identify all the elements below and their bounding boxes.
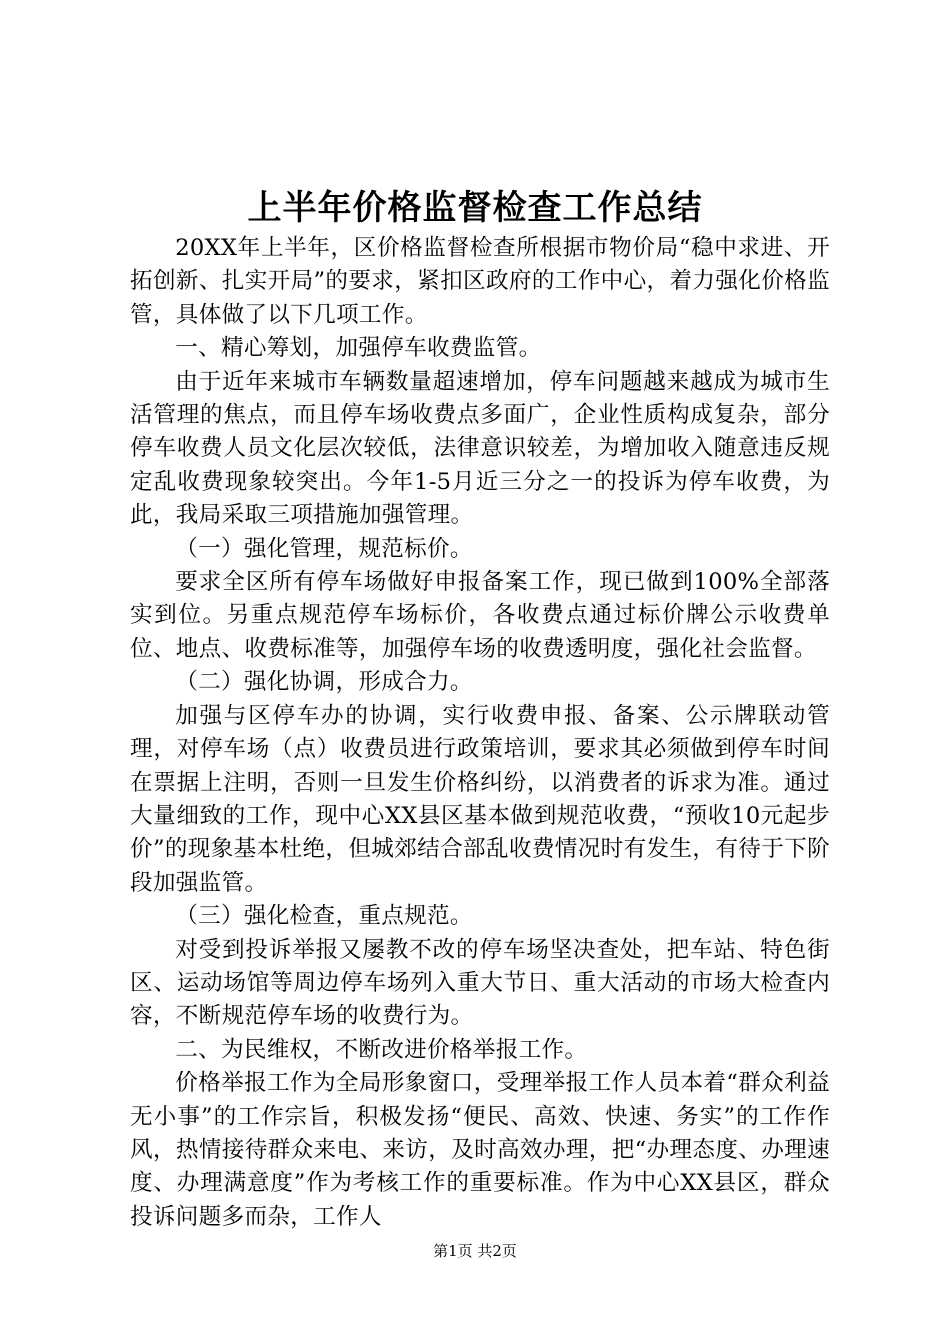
- subsection-heading-2: （二）强化协调，形成合力。: [175, 669, 473, 696]
- page-number-footer: 第1页 共2页: [433, 1242, 517, 1260]
- section-heading-2: 二、为民维权，不断改进价格举报工作。: [175, 1036, 588, 1063]
- subsection-heading-1: （一）强化管理，规范标价。: [175, 535, 473, 562]
- paragraph-inspection: 对受到投诉举报又屡教不改的停车场坚决查处，把车站、特色街区、运动场馆等周边停车场列入重大节日、重大活动的市场大检查内容，不断规范停车场的收费行为。: [130, 936, 830, 1030]
- paragraph-management: 要求全区所有停车场做好申报备案工作，现已做到100%全部落实到位。另重点规范停车场标价，各收费点通过标价牌公示收费单位、地点、收费标准等，加强停车场的收费透明度，强化社会监督。: [130, 569, 830, 662]
- paragraph-intro: 20XX年上半年，区价格监督检查所根据市物价局“稳中求进、开拓创新、扎实开局”的要求，紧扣区政府的工作中心，着力强化价格监管，具体做了以下几项工作。: [130, 235, 830, 328]
- document-title: 上半年价格监督检查工作总结: [247, 188, 703, 228]
- subsection-heading-3: （三）强化检查，重点规范。: [175, 903, 473, 930]
- paragraph-parking-background: 由于近年来城市车辆数量超速增加，停车问题越来越成为城市生活管理的焦点，而且停车场收费点多面广，企业性质构成复杂，部分停车收费人员文化层次较低，法律意识较差，为增加收入随意违反规定乱收费现象较突出。今年1-5月近三分之一的投诉为停车收费，为此，我局采取三项措施加强管理。: [130, 368, 830, 529]
- paragraph-reporting: 价格举报工作为全局形象窗口，受理举报工作人员本着“群众利益无小事”的工作宗旨，积极发扬“便民、高效、快速、务实”的工作作风，热情接待群众来电、来访，及时高效办理，把“办理态度、办理速度、办理满意度”作为考核工作的重要标准。作为中心XX县区，群众投诉问题多而杂，工作人: [130, 1070, 830, 1230]
- document-body: [130, 232, 830, 1234]
- paragraph-coordination: 加强与区停车办的协调，实行收费申报、备案、公示牌联动管理，对停车场（点）收费员进行政策培训，要求其必须做到停车时间在票据上注明，否则一旦发生价格纠纷，以消费者的诉求为准。通过大量细致的工作，现中心XX县区基本做到规范收费，“预收10元起步价”的现象基本杜绝，但城郊结合部乱收费情况时有发生，有待于下阶段加强监管。: [130, 702, 830, 896]
- section-heading-1: 一、精心筹划，加强停车收费监管。: [175, 335, 542, 362]
